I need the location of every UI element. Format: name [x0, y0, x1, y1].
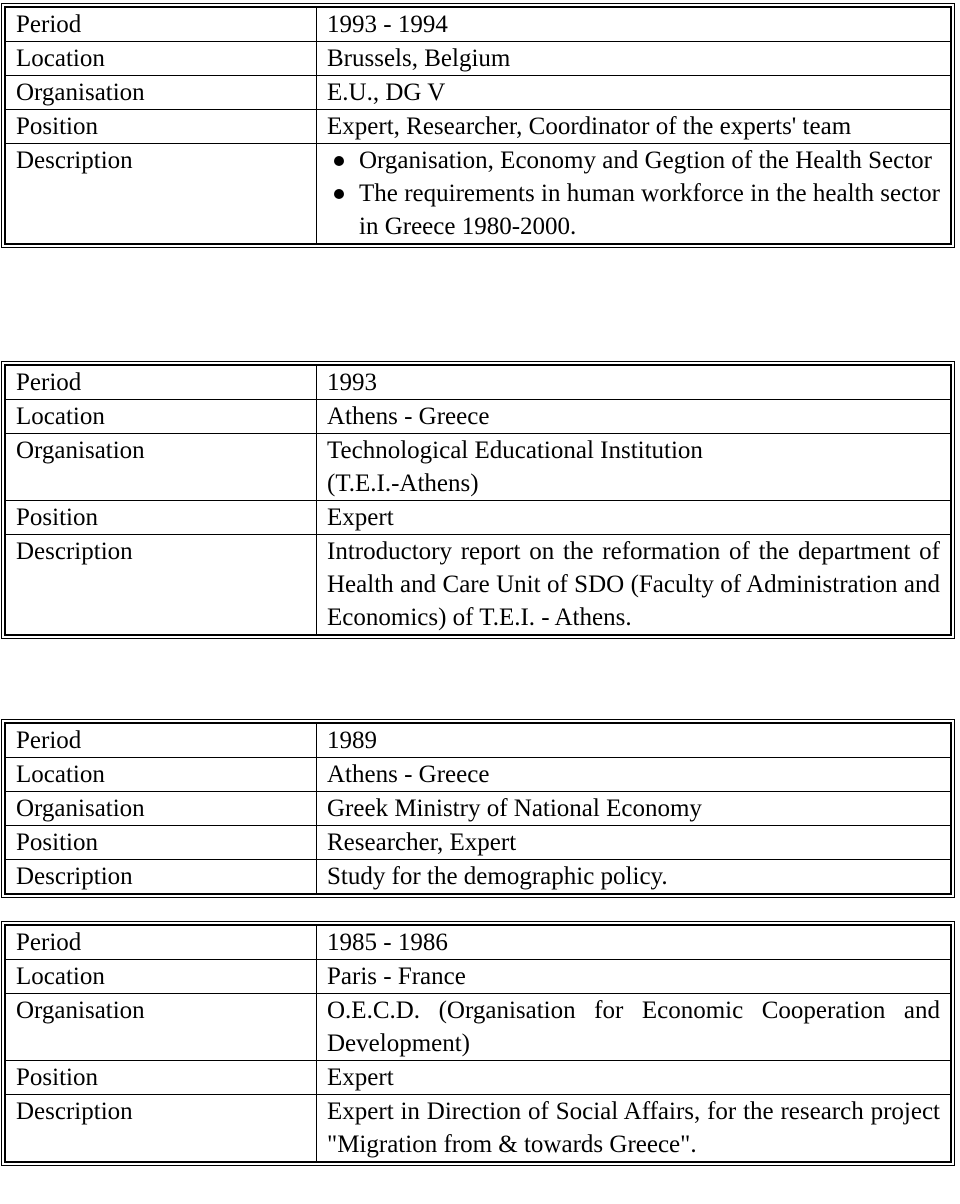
location-label: Location: [6, 400, 317, 434]
organisation-value: O.E.C.D. (Organisation for Economic Cooperation and Development): [317, 994, 951, 1061]
description-row: [6, 860, 951, 894]
description-label: Description: [6, 535, 317, 635]
cv-entry-1: [4, 6, 952, 245]
position-label: Position: [6, 826, 317, 860]
organisation-value: Greek Ministry of National Economy: [317, 792, 951, 826]
position-row: [6, 826, 951, 860]
location-value: Athens - Greece: [317, 400, 951, 434]
position-label: Position: [6, 1061, 317, 1095]
period-value: 1993 - 1994: [317, 8, 951, 42]
location-value: Brussels, Belgium: [317, 42, 951, 76]
description-list: [327, 144, 940, 243]
location-row: [6, 42, 951, 76]
organisation-label: Organisation: [6, 434, 317, 501]
position-value: Researcher, Expert: [317, 826, 951, 860]
organisation-row: [6, 792, 951, 826]
location-row: [6, 400, 951, 434]
position-row: [6, 1061, 951, 1095]
cv-entry-table: [5, 365, 951, 635]
position-row: [6, 501, 951, 535]
description-row: [6, 1095, 951, 1162]
location-label: Location: [6, 758, 317, 792]
cv-entry-4: [4, 924, 952, 1163]
cv-entry-table: [5, 925, 951, 1162]
period-row: [6, 366, 951, 400]
description-value: [317, 144, 951, 244]
location-row: [6, 960, 951, 994]
location-row: [6, 758, 951, 792]
cv-entry-3: [4, 722, 952, 895]
organisation-value: E.U., DG V: [317, 76, 951, 110]
cv-entry-table: [5, 7, 951, 244]
position-label: Position: [6, 501, 317, 535]
period-row: [6, 8, 951, 42]
description-label: Description: [6, 144, 317, 244]
description-value: Expert in Direction of Social Affairs, for the research project "Migration from & towards Greece".: [317, 1095, 951, 1162]
period-value: 1993: [317, 366, 951, 400]
position-value: Expert: [317, 1061, 951, 1095]
position-label: Position: [6, 110, 317, 144]
period-label: Period: [6, 366, 317, 400]
period-label: Period: [6, 926, 317, 960]
position-row: [6, 110, 951, 144]
organisation-row: [6, 994, 951, 1061]
description-row: [6, 535, 951, 635]
period-row: [6, 926, 951, 960]
organisation-value: Technological Educational Institution (T.E.I.-Athens): [317, 434, 951, 501]
cv-entry-table: [5, 723, 951, 894]
period-label: Period: [6, 8, 317, 42]
organisation-label: Organisation: [6, 792, 317, 826]
description-value: Study for the demographic policy.: [317, 860, 951, 894]
description-value: Introductory report on the reformation of the department of Health and Care Unit of SDO (Faculty of Administration and Economics) of T.E.I. - Athens.: [317, 535, 951, 635]
location-value: Paris - France: [317, 960, 951, 994]
organisation-label: Organisation: [6, 994, 317, 1061]
description-label: Description: [6, 1095, 317, 1162]
organisation-label: Organisation: [6, 76, 317, 110]
period-value: 1985 - 1986: [317, 926, 951, 960]
description-row: [6, 144, 951, 244]
position-value: Expert, Researcher, Coordinator of the experts' team: [317, 110, 951, 144]
period-row: [6, 724, 951, 758]
location-value: Athens - Greece: [317, 758, 951, 792]
location-label: Location: [6, 42, 317, 76]
organisation-row: [6, 434, 951, 501]
description-label: Description: [6, 860, 317, 894]
location-label: Location: [6, 960, 317, 994]
cv-entry-2: [4, 364, 952, 636]
organisation-row: [6, 76, 951, 110]
period-value: 1989: [317, 724, 951, 758]
position-value: Expert: [317, 501, 951, 535]
description-bullet-item: Organisation, Economy and Gegtion of the Health Sector: [327, 144, 940, 177]
period-label: Period: [6, 724, 317, 758]
description-bullet-item: The requirements in human workforce in the health sector in Greece 1980-2000.: [327, 177, 940, 243]
